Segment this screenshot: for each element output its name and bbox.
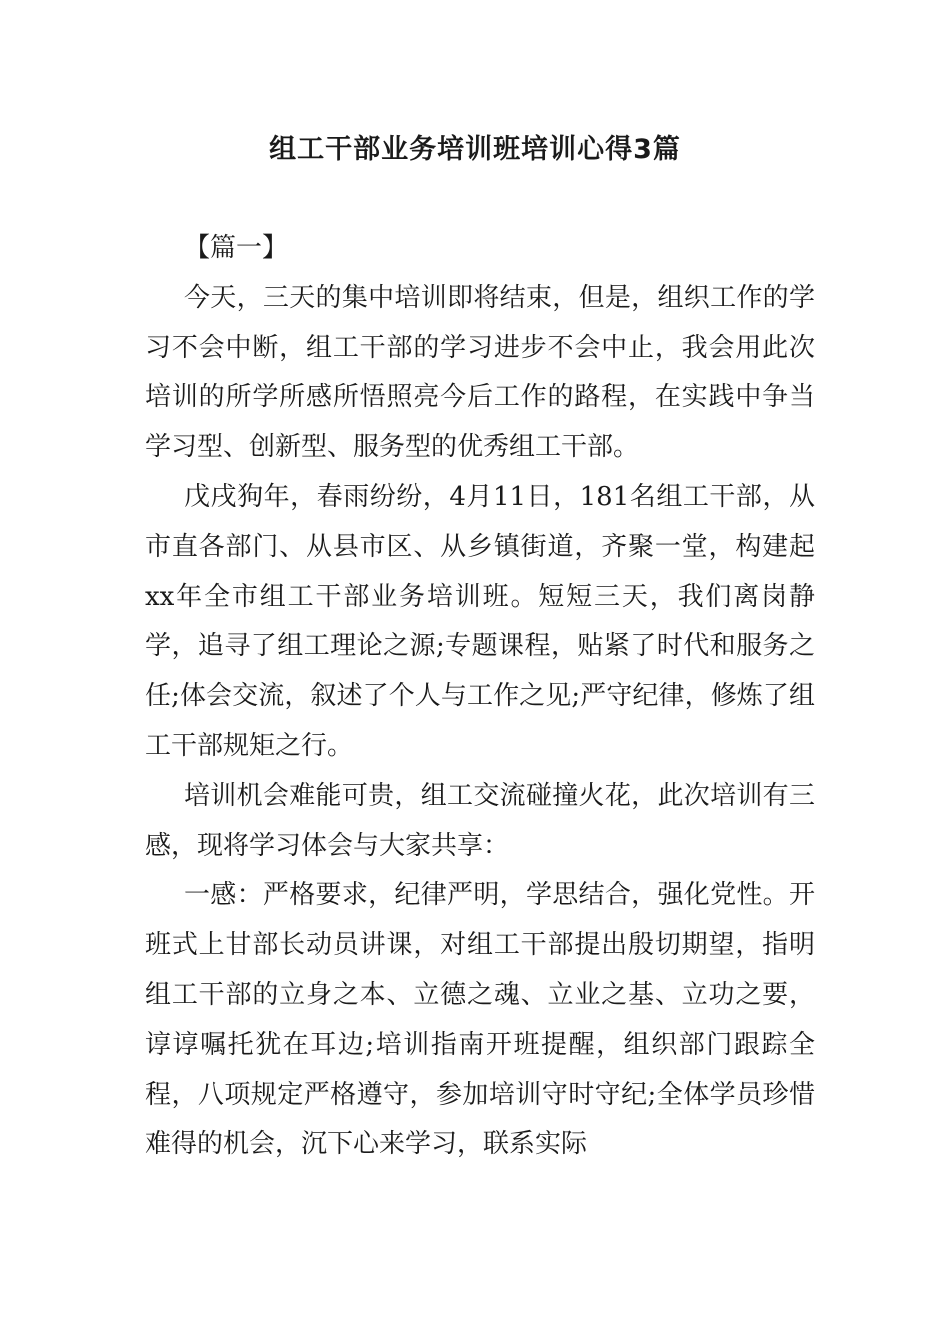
paragraph-1: 今天，三天的集中培训即将结束，但是，组织工作的学习不会中断，组工干部的学习进步不会中止，我会用此次培训的所学所感所悟照亮今后工作的路程，在实践中争当学习型、创新型、服务型的优秀组工干部。: [145, 282, 815, 463]
paragraph-3: 培训机会难能可贵，组工交流碰撞火花，此次培训有三感，现将学习体会与大家共享：: [145, 780, 815, 861]
section-label: 【篇一】: [184, 233, 289, 263]
document-body: [145, 224, 815, 1170]
paragraph-4: 一感：严格要求，纪律严明，学思结合，强化党性。开班式上甘部长动员讲课，对组工干部提出殷切期望，指明组工干部的立身之本、立德之魂、立业之基、立功之要，谆谆嘱托犹在耳边;培训指南开班提醒，组织部门跟踪全程，八项规定严格遵守，参加培训守时守纪;全体学员珍惜难得的机会，沉下心来学习，联系实际: [145, 880, 815, 1160]
document-title: 组工干部业务培训班培训心得3篇: [269, 134, 681, 165]
paragraph-2: 戊戌狗年，春雨纷纷，4月11日，181名组工干部，从市直各部门、从县市区、从乡镇街道，齐聚一堂，构建起xx年全市组工干部业务培训班。短短三天，我们离岗静学，追寻了组工理论之源;专题课程，贴紧了时代和服务之任;体会交流，叙述了个人与工作之见;严守纪律，修炼了组工干部规矩之行。: [145, 481, 815, 761]
